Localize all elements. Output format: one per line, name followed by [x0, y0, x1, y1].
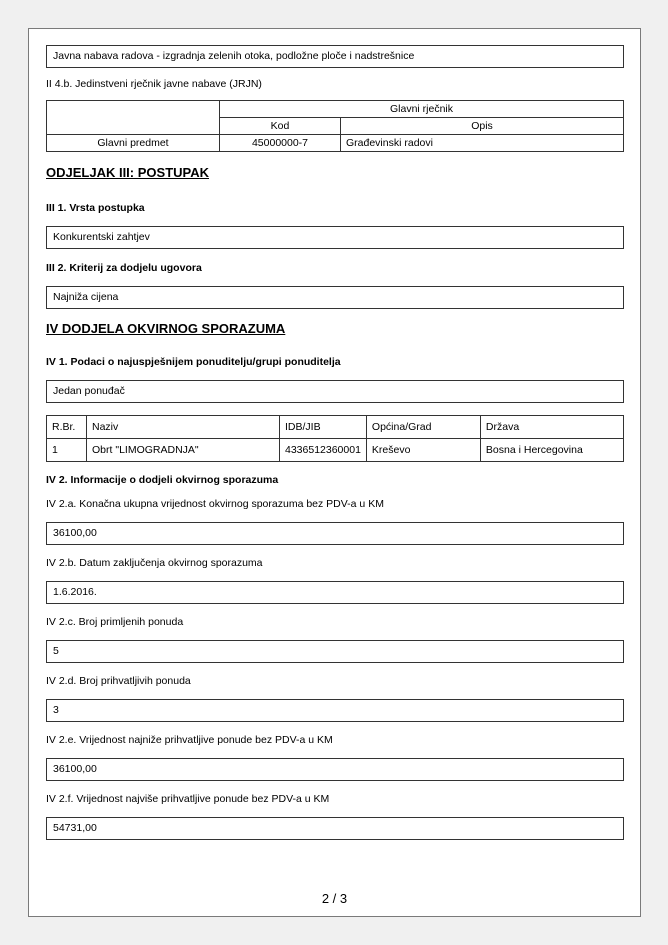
section3-title: ODJELJAK III: POSTUPAK	[46, 165, 210, 180]
jrjn-col-kod: Kod	[220, 118, 341, 135]
bidders-header-cell: R.Br.	[47, 416, 87, 439]
document-page	[28, 28, 641, 917]
contract-title-box: Javna nabava radova - izgradnja zelenih otoka, podložne ploče i nadstrešnice	[46, 45, 624, 68]
jrjn-table	[46, 100, 624, 152]
section4-title: IV DODJELA OKVIRNOG SPORAZUMA	[46, 321, 286, 336]
bidder-cell: 1	[47, 439, 87, 462]
jrjn-group-header: Glavni rječnik	[220, 101, 624, 118]
page-number: 2 / 3	[321, 891, 348, 906]
jrjn-row-kod: 45000000-7	[220, 135, 341, 152]
field-value-box: 36100,00	[46, 522, 624, 545]
award-criterion-label: III 2. Kriterij za dodjelu ugovora	[46, 262, 202, 274]
field-label: IV 2.d. Broj prihvatljivih ponuda	[46, 675, 191, 687]
jrjn-row-label: Glavni predmet	[47, 135, 220, 152]
field-value-box: 54731,00	[46, 817, 624, 840]
bidder-type-box: Jedan ponuđač	[46, 380, 624, 403]
field-value-box: 36100,00	[46, 758, 624, 781]
field-label: IV 2.e. Vrijednost najniže prihvatljive ponude bez PDV-a u KM	[46, 734, 333, 746]
jrjn-empty-cell	[47, 101, 220, 135]
procedure-type-label: III 1. Vrsta postupka	[46, 202, 145, 214]
award-criterion-box: Najniža cijena	[46, 286, 624, 309]
field-label: IV 2.a. Konačna ukupna vrijednost okvirnog sporazuma bez PDV-a u KM	[46, 498, 384, 510]
jrjn-label: II 4.b. Jedinstveni rječnik javne nabave (JRJN)	[46, 78, 262, 90]
bidder-info-label: IV 1. Podaci o najuspješnijem ponuditelju/grupi ponuditelja	[46, 356, 341, 368]
agreement-info-label: IV 2. Informacije o dodjeli okvirnog sporazuma	[46, 474, 279, 486]
bidders-header-cell: Naziv	[87, 416, 280, 439]
bidders-header-cell: IDB/JIB	[280, 416, 367, 439]
bidders-header-row	[47, 416, 624, 439]
bidders-header-cell: Općina/Grad	[366, 416, 480, 439]
field-label: IV 2.f. Vrijednost najviše prihvatljive ponude bez PDV-a u KM	[46, 793, 330, 805]
bidder-cell: Bosna i Hercegovina	[480, 439, 623, 462]
bidder-cell: Kreševo	[366, 439, 480, 462]
field-value-box: 1.6.2016.	[46, 581, 624, 604]
bidders-table	[46, 415, 624, 462]
field-label: IV 2.b. Datum zaključenja okvirnog sporazuma	[46, 557, 263, 569]
table-row	[47, 439, 624, 462]
bidder-cell: Obrt "LIMOGRADNJA"	[87, 439, 280, 462]
jrjn-col-opis: Opis	[341, 118, 624, 135]
procedure-type-box: Konkurentski zahtjev	[46, 226, 624, 249]
page-content	[46, 45, 624, 840]
field-value-box: 5	[46, 640, 624, 663]
bidder-cell: 4336512360001	[280, 439, 367, 462]
field-value-box: 3	[46, 699, 624, 722]
jrjn-row-opis: Građevinski radovi	[341, 135, 624, 152]
field-label: IV 2.c. Broj primljenih ponuda	[46, 616, 184, 628]
bidders-header-cell: Država	[480, 416, 623, 439]
